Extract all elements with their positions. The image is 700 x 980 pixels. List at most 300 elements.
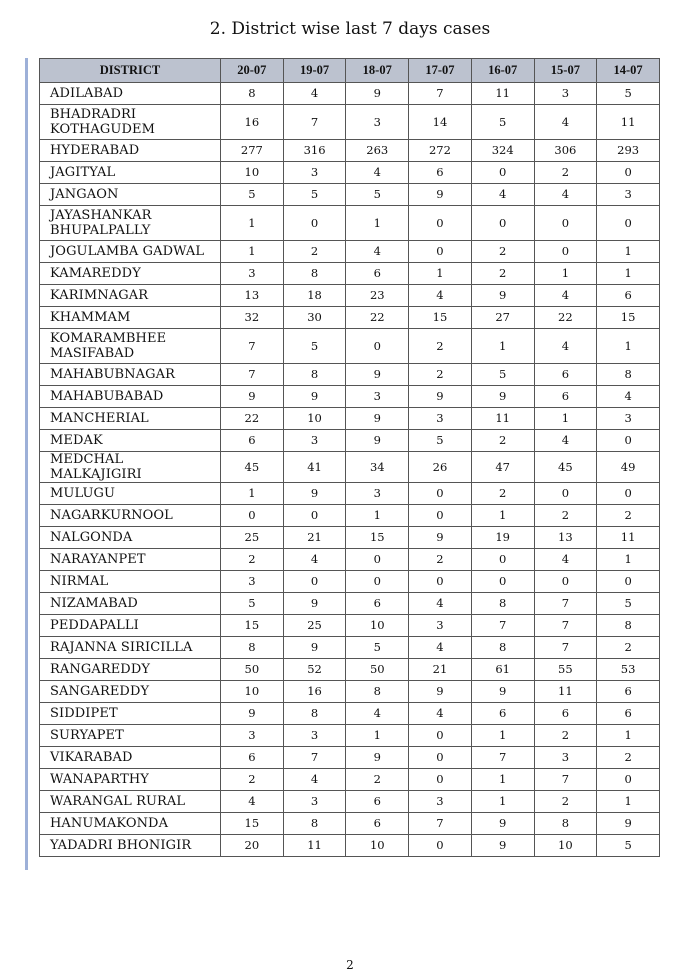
- case-count-cell: 7: [534, 769, 597, 791]
- district-name-cell: RAJANNA SIRICILLA: [40, 637, 221, 659]
- case-count-cell: 3: [221, 571, 284, 593]
- case-count-cell: 2: [221, 549, 284, 571]
- case-count-cell: 6: [534, 364, 597, 386]
- table-row: [40, 184, 660, 206]
- case-count-cell: 4: [346, 703, 409, 725]
- case-count-cell: 0: [283, 571, 346, 593]
- case-count-cell: 0: [471, 549, 534, 571]
- case-count-cell: 3: [283, 430, 346, 452]
- case-count-cell: 21: [283, 527, 346, 549]
- case-count-cell: 3: [534, 83, 597, 105]
- case-count-cell: 0: [409, 483, 472, 505]
- case-count-cell: 9: [409, 681, 472, 703]
- case-count-cell: 15: [221, 813, 284, 835]
- case-count-cell: 8: [221, 83, 284, 105]
- district-name-cell: JOGULAMBA GADWAL: [40, 241, 221, 263]
- case-count-cell: 9: [409, 527, 472, 549]
- case-count-cell: 0: [409, 769, 472, 791]
- case-count-cell: 0: [597, 571, 660, 593]
- case-count-cell: 49: [597, 452, 660, 483]
- case-count-cell: 0: [409, 206, 472, 241]
- case-count-cell: 34: [346, 452, 409, 483]
- table-row: [40, 769, 660, 791]
- header-date: 16-07: [471, 59, 534, 83]
- case-count-cell: 50: [346, 659, 409, 681]
- case-count-cell: 45: [534, 452, 597, 483]
- table-row: [40, 83, 660, 105]
- table-row: [40, 505, 660, 527]
- header-date: 20-07: [221, 59, 284, 83]
- header-date: 18-07: [346, 59, 409, 83]
- case-count-cell: 7: [409, 83, 472, 105]
- case-count-cell: 15: [221, 615, 284, 637]
- case-count-cell: 5: [283, 329, 346, 364]
- case-count-cell: 8: [346, 681, 409, 703]
- case-count-cell: 16: [283, 681, 346, 703]
- case-count-cell: 18: [283, 285, 346, 307]
- case-count-cell: 8: [283, 263, 346, 285]
- case-count-cell: 1: [346, 206, 409, 241]
- case-count-cell: 0: [471, 162, 534, 184]
- case-count-cell: 4: [409, 285, 472, 307]
- case-count-cell: 7: [534, 615, 597, 637]
- district-name-cell: JANGAON: [40, 184, 221, 206]
- case-count-cell: 15: [346, 527, 409, 549]
- district-name-cell: JAGITYAL: [40, 162, 221, 184]
- case-count-cell: 9: [471, 813, 534, 835]
- case-count-cell: 1: [409, 263, 472, 285]
- case-count-cell: 5: [597, 835, 660, 857]
- case-count-cell: 2: [534, 791, 597, 813]
- case-count-cell: 2: [534, 162, 597, 184]
- table-row: [40, 329, 660, 364]
- case-count-cell: 0: [534, 241, 597, 263]
- case-count-cell: 10: [534, 835, 597, 857]
- district-name-cell: WANAPARTHY: [40, 769, 221, 791]
- district-name-cell: MEDAK: [40, 430, 221, 452]
- case-count-cell: 1: [221, 241, 284, 263]
- page-number: 2: [346, 958, 354, 972]
- district-name-cell: RANGAREDDY: [40, 659, 221, 681]
- case-count-cell: 2: [471, 430, 534, 452]
- case-count-cell: 4: [346, 241, 409, 263]
- case-count-cell: 0: [346, 549, 409, 571]
- case-count-cell: 3: [221, 263, 284, 285]
- case-count-cell: 11: [534, 681, 597, 703]
- case-count-cell: 0: [409, 725, 472, 747]
- case-count-cell: 11: [471, 408, 534, 430]
- district-name-cell: NALGONDA: [40, 527, 221, 549]
- district-name-cell: YADADRI BHONIGIR: [40, 835, 221, 857]
- case-count-cell: 25: [283, 615, 346, 637]
- case-count-cell: 1: [534, 408, 597, 430]
- case-count-cell: 2: [597, 747, 660, 769]
- case-count-cell: 1: [471, 329, 534, 364]
- case-count-cell: 22: [346, 307, 409, 329]
- district-name-cell: KARIMNAGAR: [40, 285, 221, 307]
- case-count-cell: 1: [221, 483, 284, 505]
- case-count-cell: 0: [346, 329, 409, 364]
- case-count-cell: 5: [597, 83, 660, 105]
- case-count-cell: 8: [283, 813, 346, 835]
- district-name-cell: SANGAREDDY: [40, 681, 221, 703]
- case-count-cell: 5: [597, 593, 660, 615]
- case-count-cell: 9: [346, 408, 409, 430]
- case-count-cell: 2: [346, 769, 409, 791]
- case-count-cell: 14: [409, 105, 472, 140]
- table-row: [40, 206, 660, 241]
- case-count-cell: 13: [221, 285, 284, 307]
- case-count-cell: 9: [409, 184, 472, 206]
- case-count-cell: 3: [346, 386, 409, 408]
- case-count-cell: 7: [283, 747, 346, 769]
- case-count-cell: 11: [597, 527, 660, 549]
- case-count-cell: 30: [283, 307, 346, 329]
- case-count-cell: 3: [221, 725, 284, 747]
- district-name-cell: NAGARKURNOOL: [40, 505, 221, 527]
- case-count-cell: 8: [534, 813, 597, 835]
- table-row: [40, 637, 660, 659]
- case-count-cell: 7: [221, 364, 284, 386]
- case-count-cell: 0: [534, 483, 597, 505]
- case-count-cell: 3: [409, 791, 472, 813]
- left-margin-bar: [25, 58, 28, 870]
- case-count-cell: 5: [346, 184, 409, 206]
- case-count-cell: 263: [346, 140, 409, 162]
- case-count-cell: 2: [409, 364, 472, 386]
- case-count-cell: 9: [346, 364, 409, 386]
- case-count-cell: 0: [283, 505, 346, 527]
- table-row: [40, 615, 660, 637]
- district-name-cell: MAHABUBNAGAR: [40, 364, 221, 386]
- table-row: [40, 549, 660, 571]
- table-row: [40, 791, 660, 813]
- table-row: [40, 747, 660, 769]
- page-title: 2. District wise last 7 days cases: [209, 19, 491, 39]
- case-count-cell: 9: [283, 483, 346, 505]
- district-name-cell: MAHABUBABAD: [40, 386, 221, 408]
- case-count-cell: 4: [409, 637, 472, 659]
- case-count-cell: 26: [409, 452, 472, 483]
- case-count-cell: 11: [283, 835, 346, 857]
- case-count-cell: 11: [471, 83, 534, 105]
- case-count-cell: 20: [221, 835, 284, 857]
- case-count-cell: 8: [471, 593, 534, 615]
- case-count-cell: 4: [283, 83, 346, 105]
- case-count-cell: 41: [283, 452, 346, 483]
- case-count-cell: 9: [346, 83, 409, 105]
- case-count-cell: 0: [534, 571, 597, 593]
- header-date: 15-07: [534, 59, 597, 83]
- header-district: DISTRICT: [40, 59, 221, 83]
- case-count-cell: 1: [471, 791, 534, 813]
- case-count-cell: 32: [221, 307, 284, 329]
- case-count-cell: 4: [534, 549, 597, 571]
- case-count-cell: 23: [346, 285, 409, 307]
- case-count-cell: 3: [346, 105, 409, 140]
- district-name-cell: MANCHERIAL: [40, 408, 221, 430]
- case-count-cell: 8: [283, 364, 346, 386]
- case-count-cell: 9: [283, 593, 346, 615]
- table-row: [40, 571, 660, 593]
- case-count-cell: 2: [471, 263, 534, 285]
- case-count-cell: 4: [283, 769, 346, 791]
- case-count-cell: 8: [597, 615, 660, 637]
- table-row: [40, 307, 660, 329]
- table-row: [40, 703, 660, 725]
- table-row: [40, 162, 660, 184]
- case-count-cell: 9: [409, 386, 472, 408]
- district-name-cell: MULUGU: [40, 483, 221, 505]
- district-name-cell: KOMARAMBHEE MASIFABAD: [40, 329, 221, 364]
- case-count-cell: 9: [346, 430, 409, 452]
- case-count-cell: 9: [283, 637, 346, 659]
- case-count-cell: 3: [283, 791, 346, 813]
- case-count-cell: 7: [471, 615, 534, 637]
- case-count-cell: 15: [597, 307, 660, 329]
- case-count-cell: 47: [471, 452, 534, 483]
- table-row: [40, 408, 660, 430]
- table-row: [40, 835, 660, 857]
- case-count-cell: 8: [597, 364, 660, 386]
- case-count-cell: 1: [597, 241, 660, 263]
- case-count-cell: 53: [597, 659, 660, 681]
- header-date: 17-07: [409, 59, 472, 83]
- table-row: [40, 813, 660, 835]
- case-count-cell: 316: [283, 140, 346, 162]
- case-count-cell: 8: [221, 637, 284, 659]
- case-count-cell: 3: [534, 747, 597, 769]
- case-count-cell: 7: [534, 637, 597, 659]
- case-count-cell: 6: [471, 703, 534, 725]
- case-count-cell: 7: [221, 329, 284, 364]
- case-count-cell: 0: [597, 206, 660, 241]
- case-count-cell: 4: [534, 105, 597, 140]
- case-count-cell: 0: [221, 505, 284, 527]
- case-count-cell: 0: [409, 241, 472, 263]
- case-count-cell: 15: [409, 307, 472, 329]
- case-count-cell: 10: [221, 681, 284, 703]
- case-count-cell: 25: [221, 527, 284, 549]
- case-count-cell: 27: [471, 307, 534, 329]
- case-count-cell: 4: [346, 162, 409, 184]
- case-count-cell: 5: [409, 430, 472, 452]
- case-count-cell: 3: [346, 483, 409, 505]
- table-row: [40, 527, 660, 549]
- table-row: [40, 593, 660, 615]
- case-count-cell: 0: [346, 571, 409, 593]
- district-name-cell: KHAMMAM: [40, 307, 221, 329]
- case-count-cell: 3: [597, 184, 660, 206]
- district-name-cell: SIDDIPET: [40, 703, 221, 725]
- district-cases-table: [39, 58, 660, 857]
- case-count-cell: 1: [534, 263, 597, 285]
- case-count-cell: 6: [346, 791, 409, 813]
- case-count-cell: 6: [597, 681, 660, 703]
- case-count-cell: 277: [221, 140, 284, 162]
- header-date: 14-07: [597, 59, 660, 83]
- case-count-cell: 4: [409, 703, 472, 725]
- case-count-cell: 2: [221, 769, 284, 791]
- case-count-cell: 13: [534, 527, 597, 549]
- table-row: [40, 452, 660, 483]
- district-name-cell: MEDCHAL MALKAJIGIRI: [40, 452, 221, 483]
- district-name-cell: NIRMAL: [40, 571, 221, 593]
- table-row: [40, 241, 660, 263]
- case-count-cell: 0: [471, 206, 534, 241]
- case-count-cell: 8: [283, 703, 346, 725]
- case-count-cell: 1: [597, 725, 660, 747]
- case-count-cell: 2: [534, 725, 597, 747]
- case-count-cell: 0: [471, 571, 534, 593]
- case-count-cell: 9: [597, 813, 660, 835]
- case-count-cell: 5: [471, 105, 534, 140]
- case-count-cell: 5: [283, 184, 346, 206]
- district-name-cell: KAMAREDDY: [40, 263, 221, 285]
- case-count-cell: 324: [471, 140, 534, 162]
- case-count-cell: 6: [409, 162, 472, 184]
- case-count-cell: 0: [597, 483, 660, 505]
- case-count-cell: 4: [221, 791, 284, 813]
- case-count-cell: 9: [471, 386, 534, 408]
- case-count-cell: 10: [346, 835, 409, 857]
- case-count-cell: 1: [471, 505, 534, 527]
- case-count-cell: 1: [597, 549, 660, 571]
- case-count-cell: 9: [471, 681, 534, 703]
- case-count-cell: 4: [534, 329, 597, 364]
- district-name-cell: ADILABAD: [40, 83, 221, 105]
- case-count-cell: 0: [597, 430, 660, 452]
- case-count-cell: 11: [597, 105, 660, 140]
- case-count-cell: 0: [597, 769, 660, 791]
- district-name-cell: VIKARABAD: [40, 747, 221, 769]
- case-count-cell: 5: [346, 637, 409, 659]
- header-date: 19-07: [283, 59, 346, 83]
- case-count-cell: 1: [471, 725, 534, 747]
- case-count-cell: 52: [283, 659, 346, 681]
- case-count-cell: 5: [471, 364, 534, 386]
- case-count-cell: 7: [471, 747, 534, 769]
- case-count-cell: 3: [409, 408, 472, 430]
- district-name-cell: NIZAMABAD: [40, 593, 221, 615]
- district-name-cell: WARANGAL RURAL: [40, 791, 221, 813]
- case-count-cell: 6: [346, 593, 409, 615]
- case-count-cell: 6: [221, 430, 284, 452]
- case-count-cell: 4: [409, 593, 472, 615]
- case-count-cell: 2: [534, 505, 597, 527]
- case-count-cell: 293: [597, 140, 660, 162]
- case-count-cell: 5: [221, 593, 284, 615]
- case-count-cell: 7: [534, 593, 597, 615]
- case-count-cell: 1: [597, 263, 660, 285]
- case-count-cell: 3: [409, 615, 472, 637]
- case-count-cell: 6: [221, 747, 284, 769]
- case-count-cell: 10: [221, 162, 284, 184]
- district-name-cell: HANUMAKONDA: [40, 813, 221, 835]
- case-count-cell: 45: [221, 452, 284, 483]
- case-count-cell: 6: [346, 813, 409, 835]
- case-count-cell: 3: [283, 725, 346, 747]
- district-name-cell: PEDDAPALLI: [40, 615, 221, 637]
- case-count-cell: 4: [597, 386, 660, 408]
- case-count-cell: 61: [471, 659, 534, 681]
- case-count-cell: 4: [534, 430, 597, 452]
- table-row: [40, 140, 660, 162]
- case-count-cell: 50: [221, 659, 284, 681]
- case-count-cell: 306: [534, 140, 597, 162]
- table-row: [40, 483, 660, 505]
- case-count-cell: 3: [597, 408, 660, 430]
- case-count-cell: 3: [283, 162, 346, 184]
- case-count-cell: 0: [409, 835, 472, 857]
- case-count-cell: 2: [597, 505, 660, 527]
- case-count-cell: 272: [409, 140, 472, 162]
- case-count-cell: 2: [409, 549, 472, 571]
- case-count-cell: 0: [409, 505, 472, 527]
- district-name-cell: NARAYANPET: [40, 549, 221, 571]
- table-row: [40, 681, 660, 703]
- case-count-cell: 19: [471, 527, 534, 549]
- case-count-cell: 0: [409, 747, 472, 769]
- case-count-cell: 9: [471, 285, 534, 307]
- table-row: [40, 285, 660, 307]
- case-count-cell: 1: [597, 329, 660, 364]
- district-name-cell: HYDERABAD: [40, 140, 221, 162]
- case-count-cell: 4: [534, 184, 597, 206]
- case-count-cell: 1: [346, 505, 409, 527]
- case-count-cell: 55: [534, 659, 597, 681]
- table-row: [40, 386, 660, 408]
- table-row: [40, 364, 660, 386]
- case-count-cell: 4: [283, 549, 346, 571]
- table-row: [40, 263, 660, 285]
- case-count-cell: 7: [409, 813, 472, 835]
- table-row: [40, 725, 660, 747]
- case-count-cell: 6: [534, 386, 597, 408]
- case-count-cell: 2: [471, 483, 534, 505]
- case-count-cell: 6: [597, 285, 660, 307]
- case-count-cell: 16: [221, 105, 284, 140]
- header-row: [40, 59, 660, 83]
- case-count-cell: 0: [409, 571, 472, 593]
- district-name-cell: SURYAPET: [40, 725, 221, 747]
- case-count-cell: 4: [471, 184, 534, 206]
- district-name-cell: BHADRADRI KOTHAGUDEM: [40, 105, 221, 140]
- case-count-cell: 6: [597, 703, 660, 725]
- case-count-cell: 4: [534, 285, 597, 307]
- case-count-cell: 0: [597, 162, 660, 184]
- case-count-cell: 0: [283, 206, 346, 241]
- case-count-cell: 9: [283, 386, 346, 408]
- district-name-cell: JAYASHANKAR BHUPALPALLY: [40, 206, 221, 241]
- case-count-cell: 5: [221, 184, 284, 206]
- case-count-cell: 10: [283, 408, 346, 430]
- case-count-cell: 9: [221, 703, 284, 725]
- table-row: [40, 105, 660, 140]
- case-count-cell: 2: [409, 329, 472, 364]
- case-count-cell: 1: [346, 725, 409, 747]
- case-count-cell: 6: [534, 703, 597, 725]
- case-count-cell: 1: [597, 791, 660, 813]
- table-row: [40, 659, 660, 681]
- case-count-cell: 22: [221, 408, 284, 430]
- table-row: [40, 430, 660, 452]
- case-count-cell: 6: [346, 263, 409, 285]
- case-count-cell: 1: [471, 769, 534, 791]
- case-count-cell: 8: [471, 637, 534, 659]
- case-count-cell: 2: [597, 637, 660, 659]
- case-count-cell: 2: [471, 241, 534, 263]
